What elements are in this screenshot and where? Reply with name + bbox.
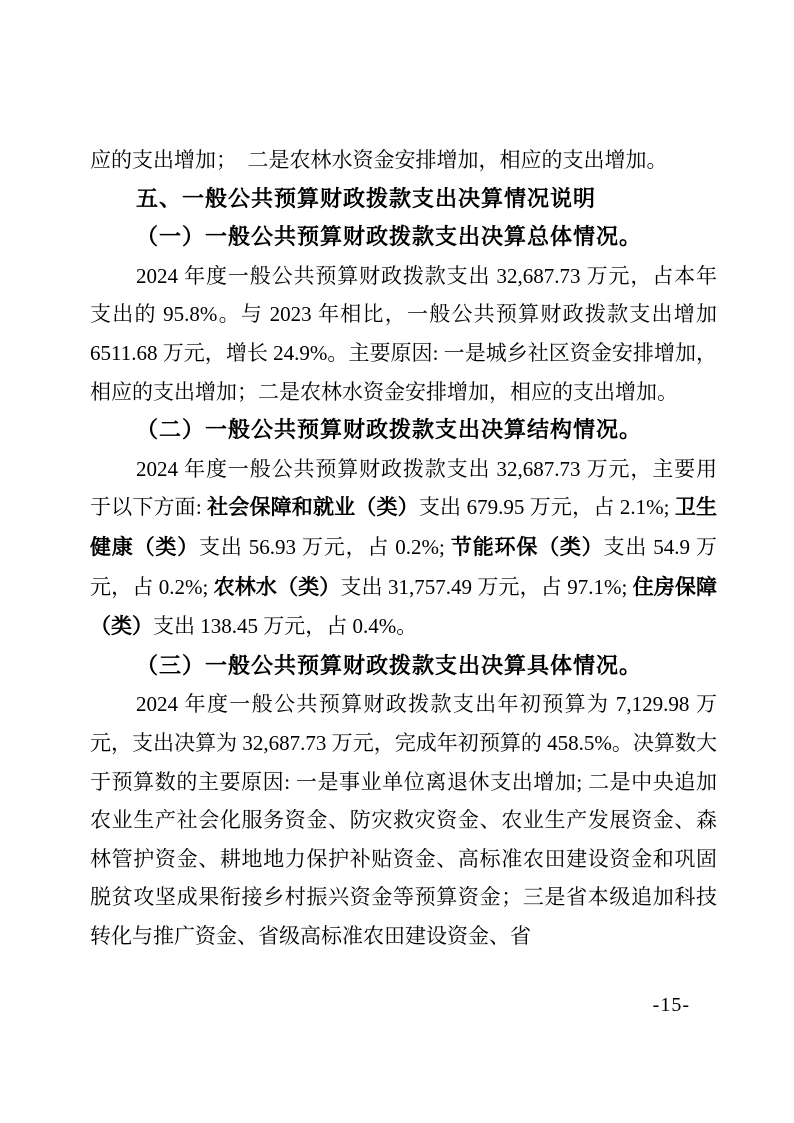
- text-run: 支出 56.93 万元，占 0.2%;: [199, 534, 451, 559]
- section-heading: [90, 411, 717, 450]
- emphasis-text: 农林水（类）: [213, 575, 341, 599]
- text-run: 支出 138.45 万元，占 0.4%。: [153, 614, 418, 639]
- emphasis-text: 社会保障和就业（类）: [207, 496, 419, 520]
- text-run: 2024 年度一般公共预算财政拨款支出 32,687.73 万元，占本年支出的 95.8%。与 2023 年相比，一般公共预算财政拨款支出增加 6511.68 万元，增长 24.9%。主要原因: 一是城乡社区资金安排增加，相应的支出增加；二是农林水资金安排增加，相应的支出增加。: [90, 263, 717, 404]
- emphasis-text: 卫生健康（类）: [90, 496, 718, 559]
- section-heading: [90, 647, 717, 686]
- paragraph: [90, 257, 717, 411]
- text-run: 2024 年度一般公共预算财政拨款支出 32,687.73 万元，主要用于以下方面:: [90, 456, 717, 520]
- text-run: 支出 31,757.49 万元，占 97.1%;: [340, 574, 633, 599]
- emphasis-text: 五、一般公共预算财政拨款支出决算情况说明: [136, 185, 597, 211]
- emphasis-text: （一）一般公共预算财政拨款支出决算总体情况。: [136, 224, 643, 250]
- emphasis-text: 节能环保（类）: [450, 535, 604, 559]
- emphasis-text: 住房保障（类）: [90, 575, 718, 639]
- section-heading: [90, 218, 717, 257]
- text-run: 支出 54.9 万元，占 0.2%;: [90, 534, 718, 599]
- document-body: [90, 141, 717, 955]
- text-run: 应的支出增加； 二是农林水资金安排增加，相应的支出增加。: [90, 148, 668, 172]
- section-heading: [90, 180, 717, 219]
- page-number: -15-: [652, 994, 690, 1016]
- paragraph: [90, 450, 717, 647]
- emphasis-text: （三）一般公共预算财政拨款支出决算具体情况。: [136, 652, 643, 678]
- paragraph: [90, 685, 717, 955]
- emphasis-text: （二）一般公共预算财政拨款支出决算结构情况。: [136, 417, 643, 443]
- paragraph: [90, 141, 717, 180]
- text-run: 支出 679.95 万元，占 2.1%;: [418, 495, 675, 520]
- text-run: 2024 年度一般公共预算财政拨款支出年初预算为 7,129.98 万元，支出决算为 32,687.73 万元，完成年初预算的 458.5%。决算数大于预算数的主要原因: 一是事业单位离退休支出增加; 二是中央追加农业生产社会化服务资金、防灾救灾资金、农业生产发展资金、森林管护资金、耕地地力保护补贴资金、高标准农田建设资金和巩固脱贫攻坚成果衔接乡村振兴资金等预算资金；三是省本级追加科技转化与推广资金、省级高标准农田建设资金、省: [90, 692, 717, 948]
